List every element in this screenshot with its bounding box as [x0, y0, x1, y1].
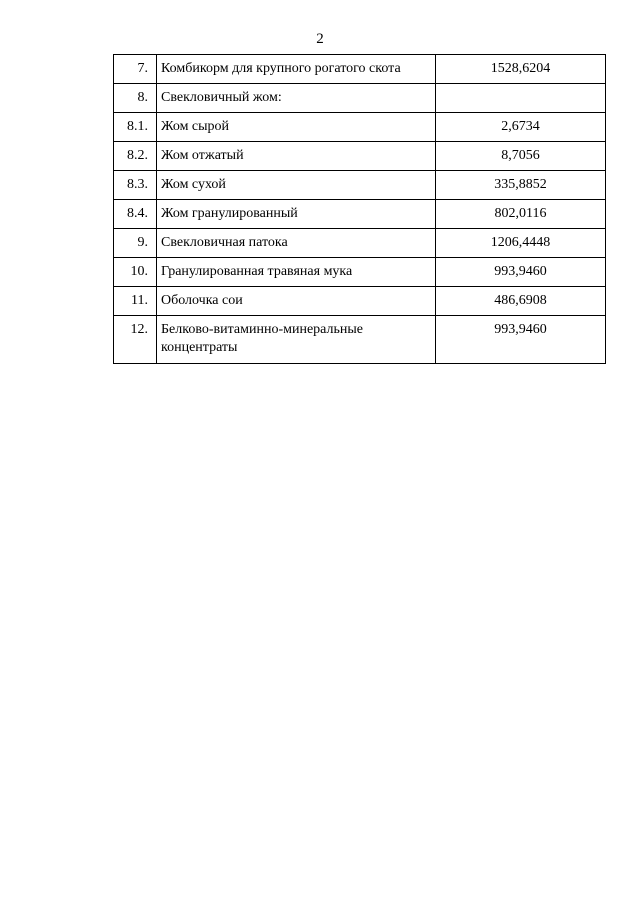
- table-row: [114, 316, 606, 364]
- feed-price-table: [113, 54, 606, 364]
- row-name: Свекловичный жом:: [157, 84, 436, 113]
- row-name: Жом сырой: [157, 113, 436, 142]
- page-number: 2: [316, 31, 324, 47]
- row-value: 1528,6204: [436, 55, 606, 84]
- table-row: [114, 142, 606, 171]
- row-number: 8.1.: [114, 113, 157, 142]
- row-number: 8.4.: [114, 200, 157, 229]
- row-value: 486,6908: [436, 287, 606, 316]
- row-value: 802,0116: [436, 200, 606, 229]
- row-number: 12.: [114, 316, 157, 364]
- row-value: 8,7056: [436, 142, 606, 171]
- row-number: 8.2.: [114, 142, 157, 171]
- row-value: 1206,4448: [436, 229, 606, 258]
- row-name: Жом гранулированный: [157, 200, 436, 229]
- row-number: 8.: [114, 84, 157, 113]
- row-name: Комбикорм для крупного рогатого скота: [157, 55, 436, 84]
- row-name: Белково-витаминно-минеральные концентраты: [157, 316, 436, 364]
- row-name: Оболочка сои: [157, 287, 436, 316]
- row-name: Свекловичная патока: [157, 229, 436, 258]
- row-name: Жом отжатый: [157, 142, 436, 171]
- table-row: [114, 171, 606, 200]
- row-number: 11.: [114, 287, 157, 316]
- row-name: Гранулированная травяная мука: [157, 258, 436, 287]
- row-value: 993,9460: [436, 258, 606, 287]
- table-row: [114, 287, 606, 316]
- table-row: [114, 229, 606, 258]
- table-row: [114, 84, 606, 113]
- table-row: [114, 258, 606, 287]
- row-value: 2,6734: [436, 113, 606, 142]
- row-number: 9.: [114, 229, 157, 258]
- row-name: Жом сухой: [157, 171, 436, 200]
- row-value: [436, 84, 606, 113]
- table-row: [114, 55, 606, 84]
- row-value: 335,8852: [436, 171, 606, 200]
- table-row: [114, 113, 606, 142]
- row-number: 7.: [114, 55, 157, 84]
- table-row: [114, 200, 606, 229]
- row-number: 8.3.: [114, 171, 157, 200]
- row-value: 993,9460: [436, 316, 606, 364]
- row-number: 10.: [114, 258, 157, 287]
